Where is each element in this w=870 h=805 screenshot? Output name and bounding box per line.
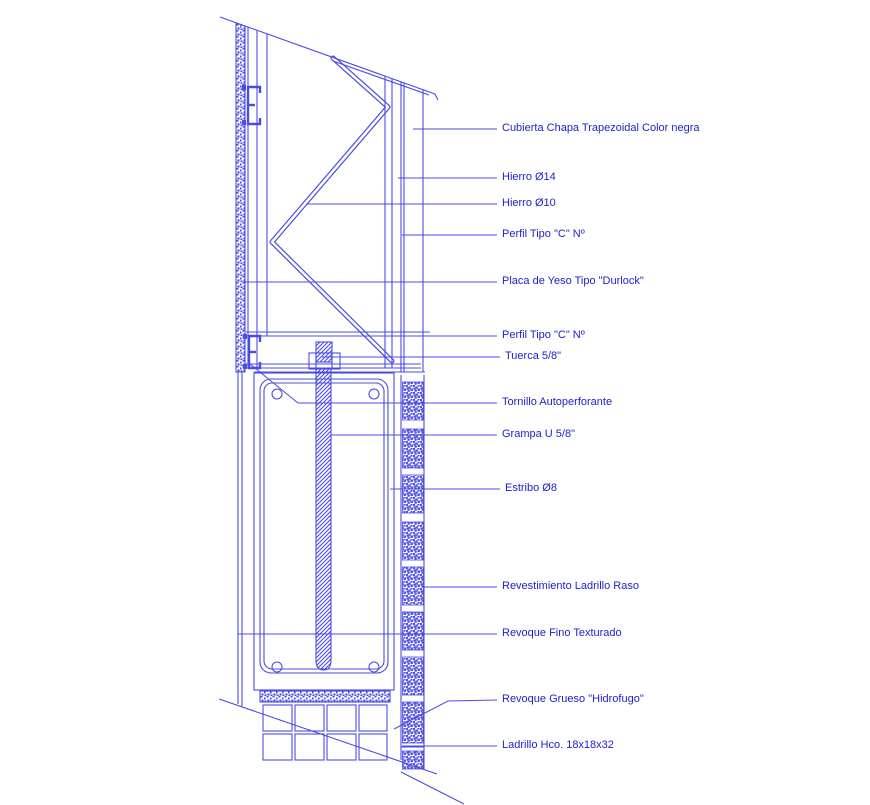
label-hierro-10: Hierro Ø10 <box>502 197 556 209</box>
truss-bottom-chord <box>246 332 430 372</box>
rebar-top-left <box>272 389 282 399</box>
label-revoque-fino: Revoque Fino Texturado <box>502 627 622 639</box>
label-cubierta-chapa: Cubierta Chapa Trapezoidal Color negra <box>502 122 700 134</box>
label-placa-yeso: Placa de Yeso Tipo "Durlock" <box>502 275 644 287</box>
truss-chords-and-purlin <box>385 76 423 372</box>
plastered-wall-lower <box>238 372 242 706</box>
label-tuerca: Tuerca 5/8" <box>505 350 562 362</box>
label-estribo: Estribo Ø8 <box>505 482 557 494</box>
hollow-brick-grid <box>263 705 387 760</box>
label-perfil-c-1: Perfil Tipo "C" Nº <box>502 228 585 240</box>
anchor-rod-assembly <box>309 342 340 670</box>
label-revestimiento: Revestimiento Ladrillo Raso <box>502 580 639 592</box>
section-cut-lines <box>219 699 464 804</box>
mortar-band <box>260 691 390 702</box>
label-revoque-grueso: Revoque Grueso "Hidrofugo" <box>502 693 644 705</box>
brick-veneer-column <box>401 375 424 770</box>
label-grampa-u: Grampa U 5/8" <box>502 428 575 440</box>
rebar-top-right <box>369 389 379 399</box>
truss-web-bars <box>272 58 392 361</box>
rebar-bottom-right <box>369 662 379 672</box>
leader-lines <box>238 129 500 746</box>
label-hierro-14: Hierro Ø14 <box>502 171 556 183</box>
label-ladrillo-hueco: Ladrillo Hco. 18x18x32 <box>502 739 614 751</box>
label-tornillo: Tornillo Autoperforante <box>502 396 613 408</box>
label-perfil-c-2: Perfil Tipo "C" Nº <box>502 329 585 341</box>
gypsum-board-wall <box>236 23 267 372</box>
rebar-bottom-left <box>272 662 282 672</box>
